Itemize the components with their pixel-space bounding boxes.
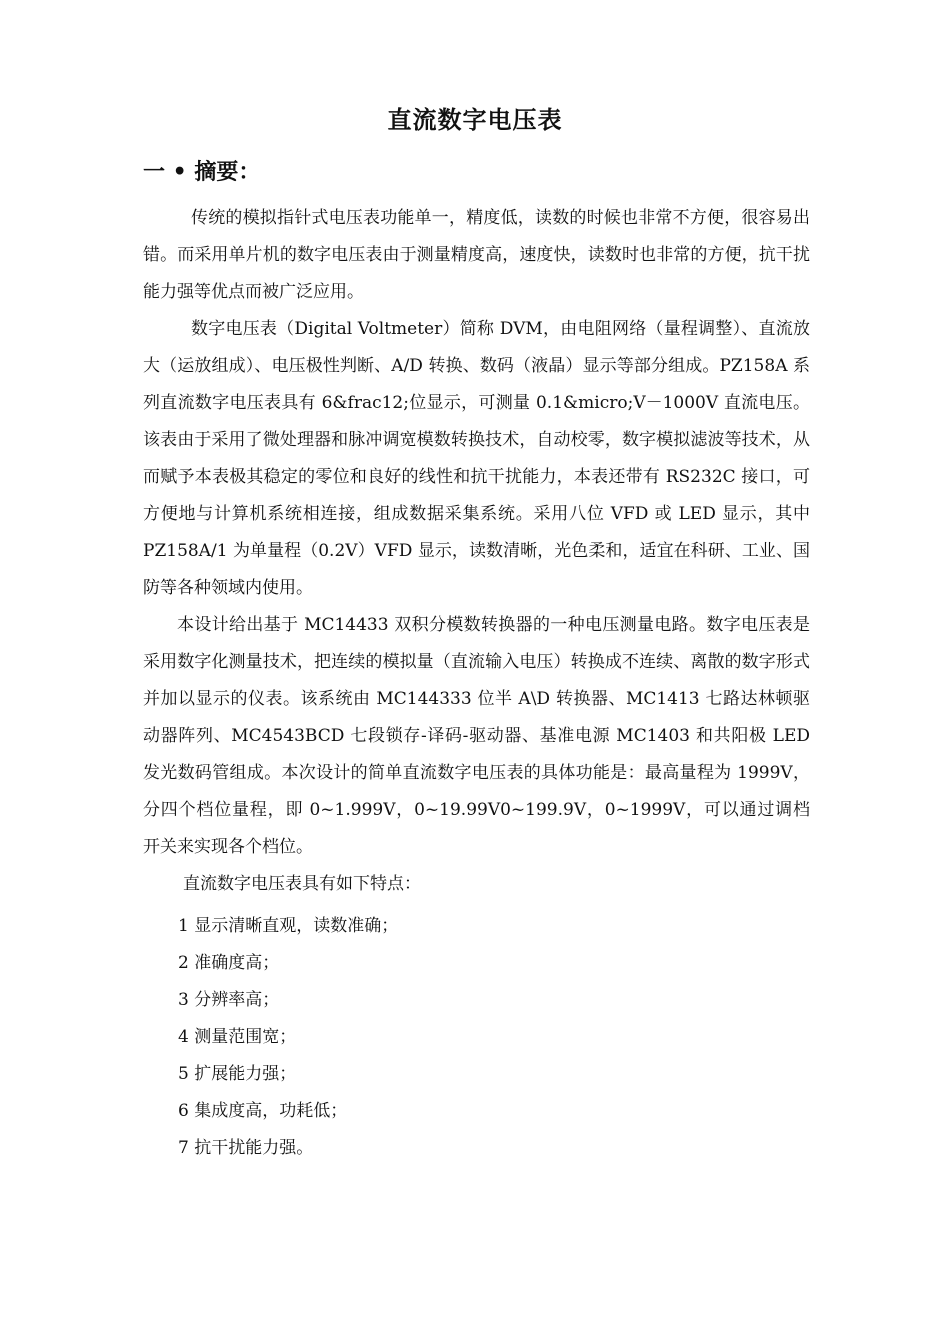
feature-list: [178, 908, 398, 1167]
paragraph-dvm-description: 数字电压表（Digital Voltmeter）简称 DVM，由电阻网络（量程调整）、直流放大（运放组成）、电压极性判断、A/D 转换、数码（液晶）显示等部分组成。PZ158A 系列直流数字电压表具有 6&frac12;位显示，可测量 0.1&micro;V－1000V 直流电压。该表由于采用了微处理器和脉冲调宽模数转换技术，自动校零，数字模拟滤波等技术，从而赋予本表极其稳定的零位和良好的线性和抗干扰能力，本表还带有 RS232C 接口，可方便地与计算机系统相连接，组成数据采集系统。采用八位 VFD 或 LED 显示，其中 PZ158A/1 为单量程（0.2V）VFD 显示，读数清晰，光色柔和，适宜在科研、工业、国防等各种领域内使用。: [143, 319, 810, 598]
list-item: 7 抗干扰能力强。: [178, 1138, 314, 1158]
list-item: 5 扩展能力强；: [178, 1064, 297, 1084]
list-item: 6 集成度高，功耗低；: [178, 1101, 348, 1121]
paragraph-design: 本设计给出基于 MC14433 双积分模数转换器的一种电压测量电路。数字电压表是采用数字化测量技术，把连续的模拟量（直流输入电压）转换成不连续、离散的数字形式并加以显示的仪表。该系统由 MC144333 位半 A\D 转换器、MC1413 七路达林顿驱动器阵列、MC4543BCD 七段锁存-译码-驱动器、基准电源 MC1403 和共阳极 LED 发光数码管组成。本次设计的简单直流数字电压表的具体功能是：最高量程为 1999V，分四个档位量程，即 0~1.999V，0~19.99V0~199.9V，0~1999V，可以通过调档开关来实现各个档位。: [143, 615, 810, 857]
list-item: 2 准确度高；: [178, 953, 280, 973]
paragraph-features-intro: 直流数字电压表具有如下特点：: [183, 874, 421, 894]
document-title: 直流数字电压表: [387, 105, 563, 134]
list-item: 3 分辨率高；: [178, 990, 280, 1010]
section-heading-abstract: 一 • 摘要：: [143, 159, 261, 185]
paragraph-intro: 传统的模拟指针式电压表功能单一，精度低，读数的时候也非常不方便，很容易出错。而采用单片机的数字电压表由于测量精度高，速度快，读数时也非常的方便，抗干扰能力强等优点而被广泛应用。: [143, 208, 810, 302]
list-item: 1 显示清晰直观，读数准确；: [178, 916, 399, 936]
list-item: 4 测量范围宽；: [178, 1027, 297, 1047]
